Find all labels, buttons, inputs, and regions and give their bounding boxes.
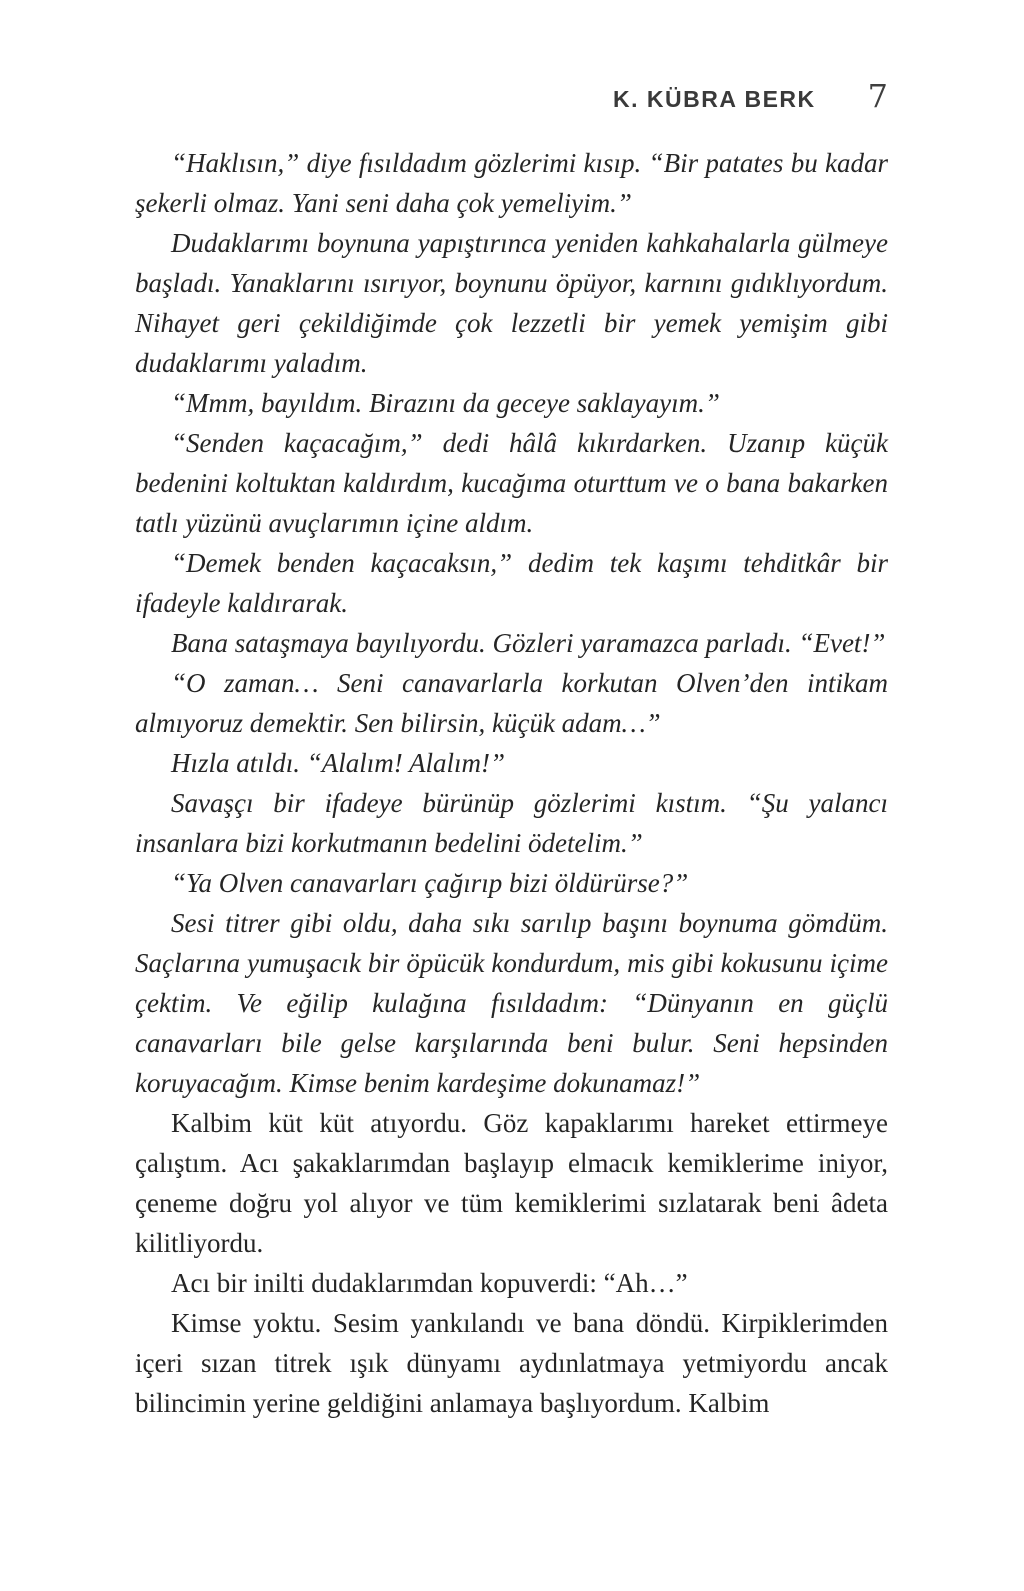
paragraph: Kalbim küt küt atıyordu. Göz kapaklarımı hareket ettirmeye çalıştım. Acı şakaklarımdan başlayıp elmacık kemiklerime iniyor, çeneme doğru yol alıyor ve tüm kemiklerimi sızlatarak beni âdeta kilitliyordu. — [135, 1108, 888, 1258]
page-body — [135, 143, 888, 1423]
paragraph: Dudaklarımı boynuna yapıştırınca yeniden kahkahalarla gülmeye başladı. Yanaklarını ısırıyor, boynunu öpüyor, karnını gıdıklıyordum. Nihayet geri çekildiğimde çok lezzetli bir yemek yemişim gibi dudaklarımı yaladım. — [135, 228, 888, 378]
paragraph: “Ya Olven canavarları çağırıp bizi öldürürse?” — [171, 868, 689, 898]
paragraph: “Haklısın,” diye fısıldadım gözlerimi kısıp. “Bir patates bu kadar şekerli olmaz. Yani seni daha çok yemeliyim.” — [135, 148, 888, 218]
page-number: 7 — [867, 77, 888, 115]
running-head-author: K. KÜBRA BERK — [612, 86, 816, 112]
paragraph: Sesi titrer gibi oldu, daha sıkı sarılıp başını boynuma gömdüm. Saçlarına yumuşacık bir öpücük kondurdum, mis gibi kokusunu içime çektim. Ve eğilip kulağına fısıldadım: “Dünyanın en güçlü canavarları bile gelse karşılarında beni bulur. Seni hepsinden koruyacağım. Kimse benim kardeşime dokunamaz!” — [135, 908, 888, 1098]
paragraph: “Senden kaçacağım,” dedi hâlâ kıkırdarken. Uzanıp küçük bedenini koltuktan kaldırdım, kucağıma oturttum ve o bana bakarken tatlı yüzünü avuçlarımın içine aldım. — [135, 428, 888, 538]
paragraph: “Mmm, bayıldım. Birazını da geceye saklayayım.” — [171, 388, 720, 418]
paragraph: Acı bir inilti dudaklarımdan kopuverdi: “Ah…” — [171, 1268, 688, 1298]
paragraph: “O zaman… Seni canavarlarla korkutan Olven’den intikam almıyoruz demektir. Sen bilirsin, küçük adam…” — [135, 668, 888, 738]
running-head — [135, 77, 888, 115]
paragraph: Hızla atıldı. “Alalım! Alalım!” — [171, 748, 506, 778]
paragraph: Bana sataşmaya bayılıyordu. Gözleri yaramazca parladı. “Evet!” — [171, 628, 886, 658]
paragraph: Kimse yoktu. Sesim yankılandı ve bana döndü. Kirpiklerimden içeri sızan titrek ışık dünyamı aydınlatmaya yetmiyordu ancak bilincimin yerine geldiğini anlamaya başlıyordum. Kalbim — [135, 1308, 888, 1418]
paragraph: Savaşçı bir ifadeye bürünüp gözlerimi kıstım. “Şu yalancı insanlara bizi korkutmanın bedelini ödetelim.” — [135, 788, 888, 858]
paragraph: “Demek benden kaçacaksın,” dedim tek kaşımı tehditkâr bir ifadeyle kaldırarak. — [135, 548, 888, 618]
